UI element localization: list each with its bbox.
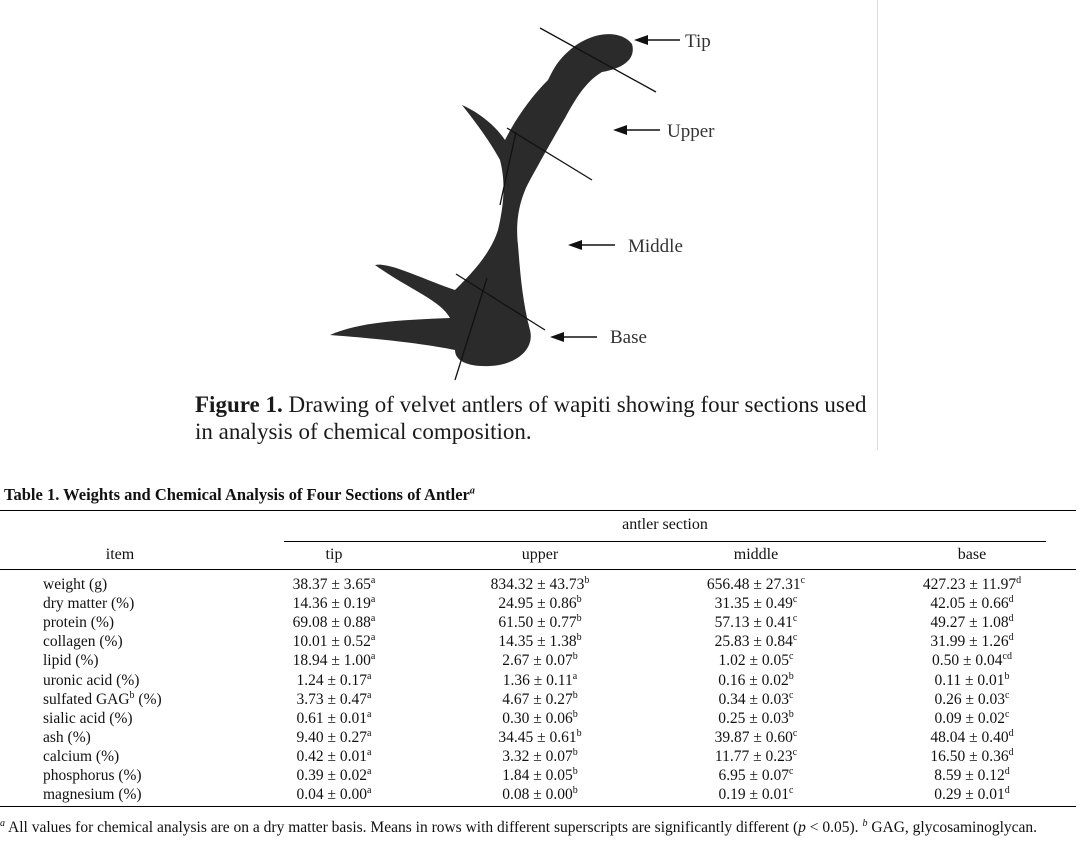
cell-value: 834.32 ± 43.73: [490, 576, 585, 593]
cell-superscript: c: [789, 689, 794, 701]
cell-value: 0.50 ± 0.04: [932, 652, 1003, 670]
table-cell: [666, 748, 846, 766]
cell-superscript: c: [789, 651, 794, 663]
cell-superscript: c: [792, 746, 798, 758]
table-cell: [450, 691, 630, 709]
cell-value: 24.95 ± 0.86: [498, 595, 577, 613]
item-label: phosphorus (%): [43, 767, 142, 784]
cell-value: 0.19 ± 0.01: [718, 786, 790, 804]
table-footnote: [0, 818, 1076, 837]
table-cell: [666, 595, 846, 613]
figure-caption: [195, 391, 885, 445]
item-label: weight (g): [43, 576, 108, 593]
cell-value: 0.34 ± 0.03: [718, 690, 790, 708]
table-row-item: [43, 691, 162, 709]
cell-value: 3.32 ± 0.07: [502, 747, 573, 765]
cell-value: 38.37 ± 3.65: [292, 576, 371, 593]
table-cell: [666, 576, 846, 594]
cell-value: 34.45 ± 0.61: [498, 728, 577, 746]
cell-superscript: d: [1004, 765, 1010, 777]
cell-value: 0.61 ± 0.01: [296, 709, 368, 727]
table-cell: [882, 710, 1062, 728]
table-cell: [882, 748, 1062, 766]
antler-section-header: antler section: [622, 516, 708, 533]
cell-superscript: c: [1005, 689, 1010, 701]
table-cell: [882, 633, 1062, 651]
cell-superscript: cd: [1002, 651, 1012, 663]
footnote-a-mark: a: [0, 817, 5, 829]
table-row-item: [43, 767, 142, 785]
cell-value: 4.67 ± 0.27: [502, 690, 573, 708]
table-row-item: [43, 672, 139, 690]
table-cell: [882, 595, 1062, 613]
item-header: item: [105, 546, 135, 563]
item-label: collagen (%): [43, 633, 123, 651]
table-cell: [666, 672, 846, 690]
column-header-base: base: [957, 546, 987, 563]
cell-superscript: b: [584, 574, 590, 586]
cell-superscript: c: [800, 574, 806, 586]
table-cell: [450, 595, 630, 613]
table-cell: [882, 576, 1062, 594]
column-header-middle: middle: [733, 546, 779, 563]
antler-main-beam: [330, 34, 633, 366]
table-cell: [666, 767, 846, 785]
item-superscript: b: [129, 689, 135, 701]
cell-value: 0.11 ± 0.01: [934, 671, 1005, 689]
label-upper: Upper: [667, 121, 715, 142]
item-label: sulfated GAG: [43, 690, 130, 708]
cell-value: 0.25 ± 0.03: [718, 709, 789, 727]
cell-superscript: c: [792, 593, 798, 605]
cell-value: 14.36 ± 0.19: [292, 595, 371, 613]
cell-superscript: a: [367, 727, 372, 739]
cell-value: 1.02 ± 0.05: [718, 652, 790, 670]
cell-value: 0.08 ± 0.00: [502, 786, 573, 804]
table-cell: [244, 767, 424, 785]
table-cell: [450, 652, 630, 670]
cell-value: 1.36 ± 0.11: [502, 671, 573, 689]
cell-value: 31.35 ± 0.49: [714, 595, 793, 613]
label-base: Base: [610, 327, 647, 348]
arrow-tip: [634, 35, 680, 45]
table-cell: [244, 652, 424, 670]
cell-superscript: c: [792, 632, 798, 644]
cell-value: 39.87 ± 0.60: [714, 728, 793, 746]
table-cell: [450, 672, 630, 690]
cell-superscript: c: [789, 765, 794, 777]
cell-value: 8.59 ± 0.12: [934, 767, 1005, 784]
table-cell: [882, 786, 1062, 804]
footnote-b-mark: b: [862, 817, 868, 829]
cell-value: 48.04 ± 0.40: [930, 728, 1009, 746]
item-label: uronic acid (%): [43, 671, 140, 689]
table-cell: [450, 786, 630, 804]
cell-value: 42.05 ± 0.66: [930, 595, 1009, 613]
table-cell: [244, 748, 424, 766]
antler-drawing: [300, 20, 740, 385]
footnote-b-text: GAG, glycosaminoglycan.: [871, 819, 1038, 836]
table-cell: [244, 595, 424, 613]
table-rule-bottom: [0, 806, 1076, 807]
table-row-item: [43, 748, 119, 766]
cell-value: 1.84 ± 0.05: [502, 767, 573, 784]
cell-superscript: c: [789, 784, 794, 796]
cell-superscript: a: [370, 632, 376, 644]
table-cell: [666, 691, 846, 709]
cell-superscript: b: [572, 651, 578, 663]
table-cell: [666, 633, 846, 651]
cell-superscript: b: [1004, 670, 1010, 682]
footnote-p-tail: < 0.05).: [805, 819, 859, 836]
cell-value: 49.27 ± 1.08: [930, 614, 1009, 632]
figure-caption-lead: Figure 1.: [195, 392, 283, 417]
cell-superscript: a: [370, 593, 376, 605]
table-cell: [666, 710, 846, 728]
table-cell: [882, 729, 1062, 747]
item-label: protein (%): [43, 614, 115, 632]
cell-value: 1.24 ± 0.17: [296, 671, 368, 689]
table-cell: [666, 729, 846, 747]
cell-superscript: a: [572, 670, 578, 682]
cell-superscript: b: [572, 708, 578, 720]
cell-superscript: d: [1008, 632, 1014, 644]
cell-value: 0.39 ± 0.02: [296, 767, 368, 784]
cell-value: 10.01 ± 0.52: [292, 633, 371, 651]
cell-superscript: a: [370, 574, 376, 586]
table-rule-head: [0, 569, 1076, 570]
table-cell: [244, 672, 424, 690]
cell-value: 9.40 ± 0.27: [296, 728, 368, 746]
table-cell: [450, 576, 630, 594]
cell-superscript: b: [788, 708, 794, 720]
cell-superscript: c: [792, 613, 798, 625]
cell-superscript: d: [1008, 613, 1014, 625]
cell-value: 0.16 ± 0.02: [718, 671, 789, 689]
table-cell: [882, 672, 1062, 690]
cell-value: 656.48 ± 27.31: [706, 576, 801, 593]
table-cell: [244, 729, 424, 747]
table-title-mark: a: [469, 485, 475, 497]
cell-value: 57.13 ± 0.41: [714, 614, 793, 632]
table-cell: [244, 576, 424, 594]
table-cell: [450, 748, 630, 766]
label-tip: Tip: [685, 31, 711, 52]
cell-superscript: d: [1008, 727, 1014, 739]
table-row-item: [43, 652, 99, 670]
cell-value: 16.50 ± 0.36: [930, 747, 1009, 765]
cell-value: 61.50 ± 0.77: [498, 614, 577, 632]
cell-superscript: b: [572, 765, 578, 777]
cell-value: 31.99 ± 1.26: [930, 633, 1009, 651]
table-row-item: [43, 729, 91, 747]
cell-superscript: a: [367, 784, 372, 796]
cell-value: 0.04 ± 0.00: [296, 786, 368, 804]
cell-superscript: a: [367, 689, 372, 701]
table-cell: [666, 652, 846, 670]
cell-value: 18.94 ± 1.00: [292, 652, 371, 670]
table-cell: [450, 710, 630, 728]
table-cell: [450, 729, 630, 747]
item-label: sialic acid (%): [43, 709, 133, 727]
cell-value: 427.23 ± 11.97: [922, 576, 1017, 593]
cell-superscript: b: [576, 727, 582, 739]
table-title: [4, 485, 475, 505]
cell-superscript: b: [576, 593, 582, 605]
cell-superscript: a: [370, 651, 376, 663]
table-cell: [882, 614, 1062, 632]
item-unit: (%): [134, 690, 162, 708]
page-divider: [877, 0, 878, 450]
item-label: lipid (%): [43, 652, 99, 670]
arrow-upper: [613, 125, 660, 135]
cell-superscript: a: [367, 746, 372, 758]
table-cell: [882, 767, 1062, 785]
cell-value: 6.95 ± 0.07: [718, 767, 790, 784]
cell-superscript: a: [367, 670, 372, 682]
figure-caption-text: Drawing of velvet antlers of wapiti showing four sections used in analysis of chemical composition.: [195, 392, 867, 444]
cell-superscript: d: [1008, 746, 1014, 758]
cell-superscript: d: [1004, 784, 1010, 796]
table-rule-span: [284, 541, 1046, 542]
cell-value: 0.42 ± 0.01: [296, 747, 368, 765]
cell-value: 0.09 ± 0.02: [934, 709, 1006, 727]
cell-superscript: b: [788, 670, 794, 682]
table-cell: [244, 633, 424, 651]
footnote-p: p: [798, 819, 806, 836]
cell-superscript: a: [370, 613, 376, 625]
cell-superscript: b: [572, 746, 578, 758]
cell-value: 0.26 ± 0.03: [934, 690, 1006, 708]
arrow-base: [550, 332, 597, 342]
table-cell: [882, 652, 1062, 670]
item-label: ash (%): [43, 728, 91, 746]
cell-superscript: b: [572, 784, 578, 796]
table-cell: [666, 786, 846, 804]
column-header-upper: upper: [521, 546, 559, 563]
table-cell: [882, 691, 1062, 709]
item-label: magnesium (%): [43, 786, 142, 804]
table-cell: [244, 614, 424, 632]
table-cell: [666, 614, 846, 632]
table-row-item: [43, 633, 123, 651]
footnote-a-text: All values for chemical analysis are on a dry matter basis. Means in rows with different superscripts are significantly different (: [8, 819, 799, 836]
table-cell: [450, 767, 630, 785]
cell-value: 3.73 ± 0.47: [296, 690, 368, 708]
table-row-item: [43, 710, 133, 728]
table-cell: [244, 691, 424, 709]
arrow-middle: [568, 240, 615, 250]
table-row-item: [43, 595, 134, 613]
cell-superscript: c: [792, 727, 798, 739]
cell-superscript: a: [367, 708, 372, 720]
cell-superscript: b: [572, 689, 578, 701]
cell-superscript: b: [576, 613, 582, 625]
table-cell: [450, 614, 630, 632]
cell-value: 25.83 ± 0.84: [714, 633, 793, 651]
table-cell: [244, 786, 424, 804]
cell-superscript: b: [576, 632, 582, 644]
table-cell: [244, 710, 424, 728]
column-header-tip: tip: [325, 546, 343, 563]
table-rule-top: [0, 510, 1076, 511]
cell-value: 2.67 ± 0.07: [502, 652, 573, 670]
cell-value: 0.29 ± 0.01: [934, 786, 1005, 804]
cell-value: 14.35 ± 1.38: [498, 633, 577, 651]
cell-superscript: d: [1016, 574, 1022, 586]
item-label: calcium (%): [43, 747, 120, 765]
cell-value: 11.77 ± 0.23: [714, 747, 793, 765]
cell-superscript: a: [367, 765, 372, 777]
item-label: dry matter (%): [43, 595, 135, 613]
cell-superscript: d: [1008, 593, 1014, 605]
table-row-item: [43, 614, 114, 632]
table-row-item: [43, 576, 107, 594]
cell-value: 0.30 ± 0.06: [502, 709, 573, 727]
label-middle: Middle: [628, 236, 683, 257]
table-cell: [450, 633, 630, 651]
cell-superscript: c: [1005, 708, 1010, 720]
table-title-text: Table 1. Weights and Chemical Analysis of Four Sections of Antler: [4, 485, 470, 504]
cell-value: 69.08 ± 0.88: [292, 614, 371, 632]
table-row-item: [43, 786, 142, 804]
